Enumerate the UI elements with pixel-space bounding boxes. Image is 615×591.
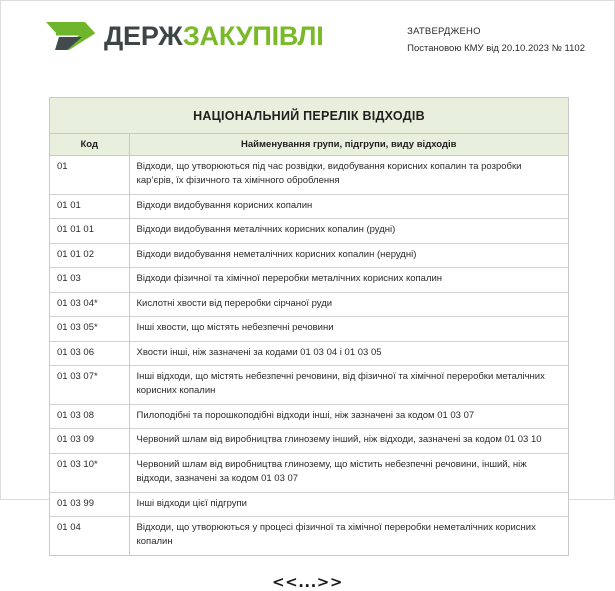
table-row[interactable] — [50, 341, 568, 365]
brand-wordmark — [104, 20, 324, 51]
table-body — [50, 156, 568, 555]
cell-code: 01 01 01 — [50, 219, 129, 243]
table-row[interactable] — [50, 268, 568, 292]
table-row[interactable] — [50, 243, 568, 267]
chevron-arrow-logo-icon — [45, 19, 97, 53]
table-row[interactable] — [50, 453, 568, 492]
cell-name: Інші хвости, що містять небезпечні речовини — [129, 317, 568, 341]
brand-name-part1: ДЕРЖ — [104, 20, 183, 51]
column-header-code: Код — [50, 134, 129, 156]
cell-name: Пилоподібні та порошкоподібні відходи інші, ніж зазначені за кодом 01 03 07 — [129, 404, 568, 428]
table-row[interactable] — [50, 517, 568, 555]
cell-name: Відходи видобування корисних копалин — [129, 194, 568, 218]
cell-name: Відходи, що утворюються під час розвідки, видобування корисних копалин та розробки кар’єрів, їх фізичного та хімічного оброблення — [136, 161, 522, 187]
brand-logo[interactable] — [45, 19, 324, 53]
approval-line-1: ЗАТВЕРДЖЕНО — [407, 26, 481, 37]
cell-code: 01 04 — [50, 517, 129, 555]
cell-code: 01 03 99 — [50, 492, 129, 516]
approval-line-2: Постановою КМУ від 20.10.2023 № 1102 — [407, 42, 585, 54]
cell-code: 01 03 06 — [50, 341, 129, 365]
cell-code: 01 — [50, 156, 129, 195]
cell-name: Відходи видобування металічних корисних копалин (рудні) — [129, 219, 568, 243]
cell-code: 01 01 — [50, 194, 129, 218]
cell-code: 01 03 07* — [50, 365, 129, 404]
pagination-next[interactable]: >> — [316, 572, 343, 591]
pagination[interactable] — [1, 573, 614, 591]
table-title: НАЦІОНАЛЬНИЙ ПЕРЕЛІК ВІДХОДІВ — [50, 98, 568, 134]
approval-note — [407, 24, 585, 57]
column-header-name: Найменування групи, підгрупи, виду відходів — [129, 134, 568, 156]
cell-name: Кислотні хвости від переробки сірчаної руди — [129, 292, 568, 316]
table-row[interactable] — [50, 156, 568, 195]
cell-name: Відходи видобування неметалічних корисних копалин (нерудні) — [129, 243, 568, 267]
cell-code: 01 03 10* — [50, 453, 129, 492]
table-header-row — [50, 134, 568, 156]
brand-name-part2: ЗАКУПІВЛІ — [182, 20, 324, 51]
table-head — [50, 134, 568, 156]
pagination-prev[interactable]: << — [272, 572, 299, 591]
table-row[interactable] — [50, 292, 568, 316]
cell-name: Червоний шлам від виробництва глинозему інший, ніж відходи, зазначені за кодом 01 03 10 — [129, 429, 568, 453]
cell-name: Інші відходи, що містять небезпечні речовини, від фізичної та хімічної переробки металічних корисних копалин — [129, 365, 568, 404]
cell-code: 01 03 09 — [50, 429, 129, 453]
waste-registry-table — [50, 98, 568, 555]
table-row[interactable] — [50, 317, 568, 341]
cell-code: 01 03 08 — [50, 404, 129, 428]
table-row[interactable] — [50, 365, 568, 404]
cell-code: 01 03 04* — [50, 292, 129, 316]
cell-code: 01 01 02 — [50, 243, 129, 267]
cell-name: Червоний шлам від виробництва глинозему, що містить небезпечні речовини, інший, ніж відходи, зазначені за кодом 01 03 07 — [129, 453, 568, 492]
table-row[interactable] — [50, 194, 568, 218]
table-row[interactable] — [50, 404, 568, 428]
cell-code: 01 03 05* — [50, 317, 129, 341]
cell-name: Відходи, що утворюються у процесі фізичної та хімічної переробки неметалічних корисних копалин — [129, 517, 568, 555]
table-row[interactable] — [50, 429, 568, 453]
cell-name: Хвости інші, ніж зазначені за кодами 01 03 04 і 01 03 05 — [129, 341, 568, 365]
page-header — [1, 1, 614, 73]
cell-name: Відходи фізичної та хімічної переробки металічних корисних копалин — [129, 268, 568, 292]
waste-registry-table-wrapper — [49, 97, 569, 556]
pagination-ellipsis: ... — [298, 572, 317, 591]
table-row[interactable] — [50, 219, 568, 243]
cell-name: Інші відходи цієї підгрупи — [129, 492, 568, 516]
table-row[interactable] — [50, 492, 568, 516]
cell-code: 01 03 — [50, 268, 129, 292]
